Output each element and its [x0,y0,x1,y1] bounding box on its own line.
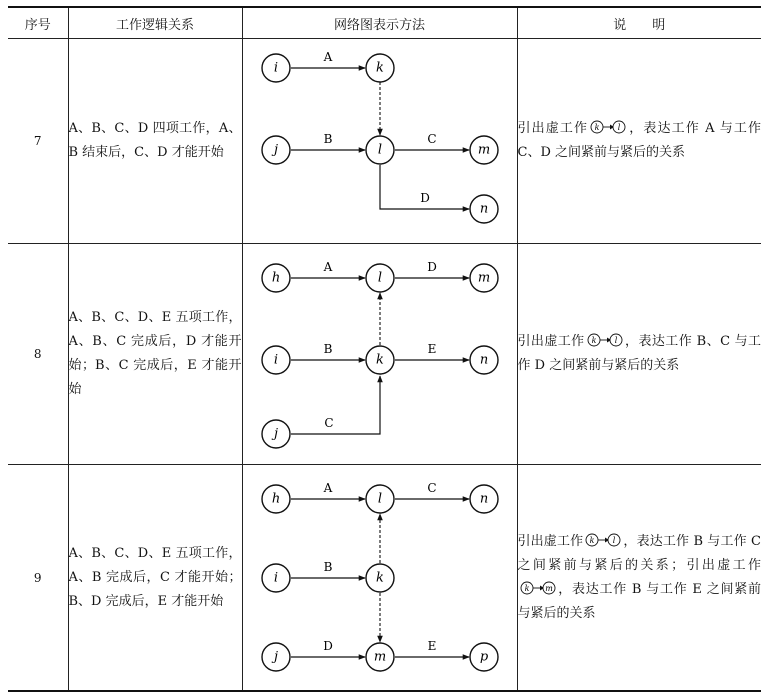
description-cell [517,244,761,465]
network-diagram-8 [243,244,518,464]
desc-pre: 引出虚工作 [517,533,584,549]
logic-text: A、B、C、D 四项工作，A、B 结束后，C、D 才能开始 [68,39,242,244]
description-text [518,530,762,626]
desc-pre: 引出虚工作 [517,121,589,136]
network-cell [242,465,517,692]
dummy-activity-icon [520,581,556,595]
svg-text:k: k [524,583,529,593]
row-index: 7 [8,39,68,244]
svg-text:l: l [612,535,616,545]
svg-text:k: k [589,535,595,545]
svg-text:n: n [479,352,488,368]
activity-label-a: A [323,481,332,495]
activity-label-a: A [323,260,332,274]
node-n [470,195,498,223]
svg-text:n: n [479,491,488,507]
activity-label-c: C [323,416,334,430]
network-diagram-7 [243,39,518,243]
node-m [470,136,498,164]
dummy-activity-icon [590,120,626,134]
node-m [470,264,498,292]
svg-text:k: k [375,60,384,76]
dummy-activity-icon [587,333,623,347]
node-h [262,264,290,292]
desc-post: ，表达工作 B、C 与工作 D 之间紧前与紧后的关系 [517,334,761,373]
node-l [366,136,394,164]
logic-text: A、B、C、D、E 五项工作，A、B、C 完成后，D 才能开始；B、C 完成后，E 才能开始 [68,244,242,465]
activity-label-b: B [323,342,332,356]
table-row [8,244,761,465]
node-k [366,54,394,82]
svg-text:l: l [377,142,382,158]
activity-label-d: D [426,260,437,274]
node-i [262,564,290,592]
node-k [366,346,394,374]
svg-text:k: k [375,352,384,368]
node-j [262,643,290,671]
network-cell [242,244,517,465]
header-description: 说 明 [517,7,761,39]
node-n [470,346,498,374]
header-network: 网络图表示方法 [242,7,517,39]
svg-text:m: m [477,270,490,286]
node-l [366,485,394,513]
svg-text:i: i [273,60,278,76]
node-k [366,564,394,592]
activity-label-b: B [323,560,332,574]
svg-text:h: h [271,270,280,286]
svg-text:i: i [273,352,278,368]
activity-label-e: E [427,639,436,653]
node-n [470,485,498,513]
svg-text:i: i [273,570,278,586]
row-index: 8 [8,244,68,465]
svg-text:m: m [477,142,490,158]
network-cell [242,39,517,244]
table-header-row [8,7,761,39]
svg-text:k: k [594,123,600,132]
node-l [366,264,394,292]
activity-label-d: D [322,639,333,653]
arrow-c [291,376,380,434]
table-row [8,39,761,244]
logic-relations-table [8,6,761,692]
svg-text:p: p [479,649,488,665]
desc-pre: 引出虚工作 [517,334,585,349]
description-text [518,330,762,378]
svg-text:j: j [273,649,278,665]
svg-text:n: n [479,201,488,217]
svg-text:l: l [614,336,617,345]
svg-text:k: k [375,570,384,586]
dummy-activity-icon [585,533,621,547]
node-m [366,643,394,671]
svg-text:k: k [591,336,597,345]
table-row [8,465,761,692]
desc-mid: ，表达工作 B 与工作 C 之间紧前与紧后的关系；引出虚工作 [517,533,761,573]
header-index: 序号 [8,7,68,39]
desc-post: ，表达工作 B 与工作 E 之间紧前与紧后的关系 [517,581,761,621]
activity-label-d: D [419,191,430,205]
activity-label-e: E [427,342,436,356]
svg-text:m: m [544,583,553,593]
activity-label-b: B [323,132,332,146]
svg-text:j: j [273,426,278,442]
description-cell [517,465,761,692]
network-diagram-9 [243,465,518,690]
svg-text:h: h [271,491,280,507]
activity-label-a: A [323,50,332,64]
description-text [518,117,762,165]
svg-text:m: m [373,649,386,665]
node-i [262,54,290,82]
svg-text:l: l [377,270,382,286]
desc-post: ，表达工作 A 与工作 C、D 之间紧前与紧后的关系 [517,121,761,160]
header-logic: 工作逻辑关系 [68,7,242,39]
node-p [470,643,498,671]
activity-label-c: C [426,132,437,146]
row-index: 9 [8,465,68,692]
node-j [262,136,290,164]
svg-text:j: j [273,142,278,158]
node-j [262,420,290,448]
node-i [262,346,290,374]
node-h [262,485,290,513]
description-cell [517,39,761,244]
activity-label-c: C [426,481,437,495]
logic-text: A、B、C、D、E 五项工作，A、B 完成后，C 才能开始；B、D 完成后，E 才能开始 [68,465,242,692]
svg-text:l: l [377,491,382,507]
svg-text:l: l [617,123,621,132]
